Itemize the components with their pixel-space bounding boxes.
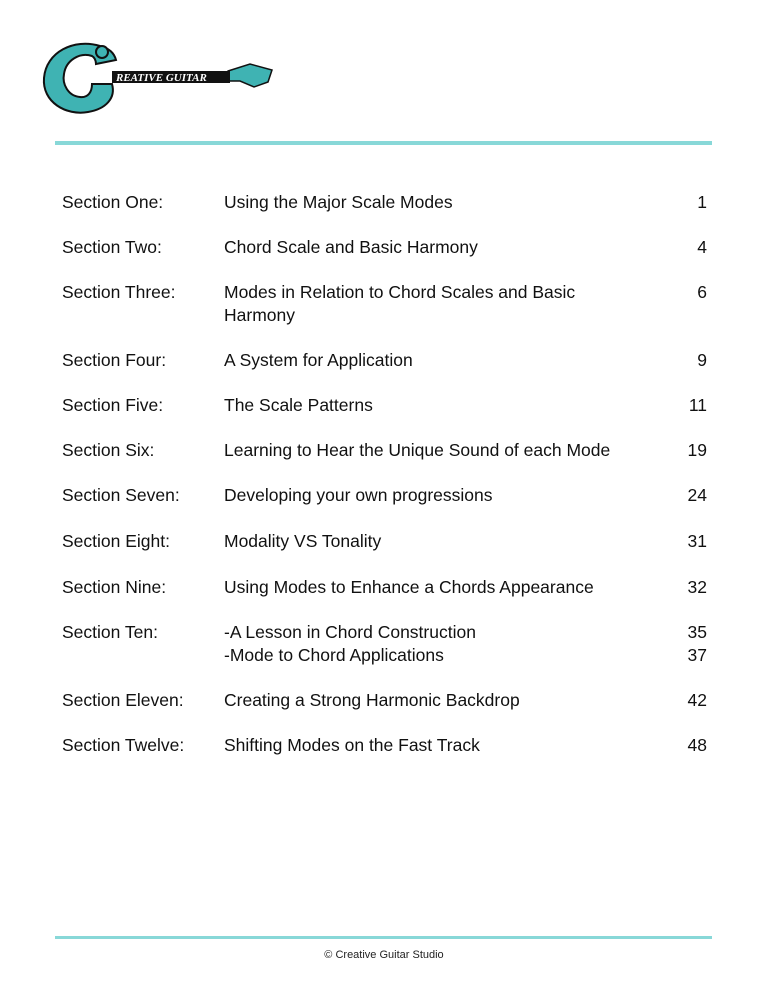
toc-title: Using the Major Scale Modes bbox=[224, 192, 453, 212]
toc-subtitle: -A Lesson in Chord Construction bbox=[224, 622, 476, 642]
toc-section-label: Section Two: bbox=[62, 237, 162, 257]
brand-text: REATIVE GUITAR bbox=[116, 72, 207, 84]
toc-section-label: Section Eight: bbox=[62, 531, 170, 551]
toc-section-label: Section Three: bbox=[62, 282, 176, 302]
toc-section-label: Section Five: bbox=[62, 395, 164, 415]
toc-section-label: Section Ten: bbox=[62, 622, 158, 642]
toc-page-number: 48 bbox=[687, 735, 707, 755]
toc-page-number: 4 bbox=[697, 237, 707, 257]
toc-page-number: 11 bbox=[688, 395, 707, 415]
toc-page-number: 6 bbox=[697, 282, 707, 302]
toc-section-label: Section Seven: bbox=[62, 485, 180, 505]
toc-subtitle: -Mode to Chord Applications bbox=[224, 645, 444, 665]
toc-title: Developing your own progressions bbox=[224, 485, 493, 505]
toc-section-label: Section Twelve: bbox=[62, 735, 185, 755]
toc-title: The Scale Patterns bbox=[224, 395, 373, 415]
toc-page-number: 24 bbox=[687, 485, 707, 505]
toc-title: Using Modes to Enhance a Chords Appearance bbox=[224, 577, 594, 597]
toc-section-label: Section Eleven: bbox=[62, 690, 184, 710]
toc-section-label: Section Four: bbox=[62, 350, 167, 370]
toc-title: Shifting Modes on the Fast Track bbox=[224, 735, 480, 755]
toc-section-label: Section Six: bbox=[62, 440, 155, 460]
toc-title: Chord Scale and Basic Harmony bbox=[224, 237, 478, 257]
toc-page-number: 9 bbox=[697, 350, 707, 370]
toc-page-number: 37 bbox=[687, 645, 707, 665]
toc-title: Learning to Hear the Unique Sound of each Mode bbox=[224, 440, 611, 460]
toc-page-number: 19 bbox=[687, 440, 707, 460]
footer-copyright: © Creative Guitar Studio bbox=[324, 949, 444, 961]
toc-page-numbers bbox=[688, 621, 707, 667]
toc-page-number: 35 bbox=[687, 622, 707, 642]
toc-title: Modes in Relation to Chord Scales and Basic Harmony bbox=[224, 282, 576, 325]
toc-page-number: 42 bbox=[687, 690, 707, 710]
toc-subtitles bbox=[224, 621, 664, 667]
toc-section-label: Section One: bbox=[62, 192, 164, 212]
toc-title: Creating a Strong Harmonic Backdrop bbox=[224, 690, 520, 710]
toc-title: Modality VS Tonality bbox=[224, 531, 382, 551]
toc-page-number: 32 bbox=[687, 577, 707, 597]
toc-page-number: 31 bbox=[687, 531, 707, 551]
toc-section-label: Section Nine: bbox=[62, 577, 167, 597]
bottom-divider bbox=[55, 936, 712, 939]
toc-page-number: 1 bbox=[697, 192, 707, 212]
toc-title: A System for Application bbox=[224, 350, 413, 370]
